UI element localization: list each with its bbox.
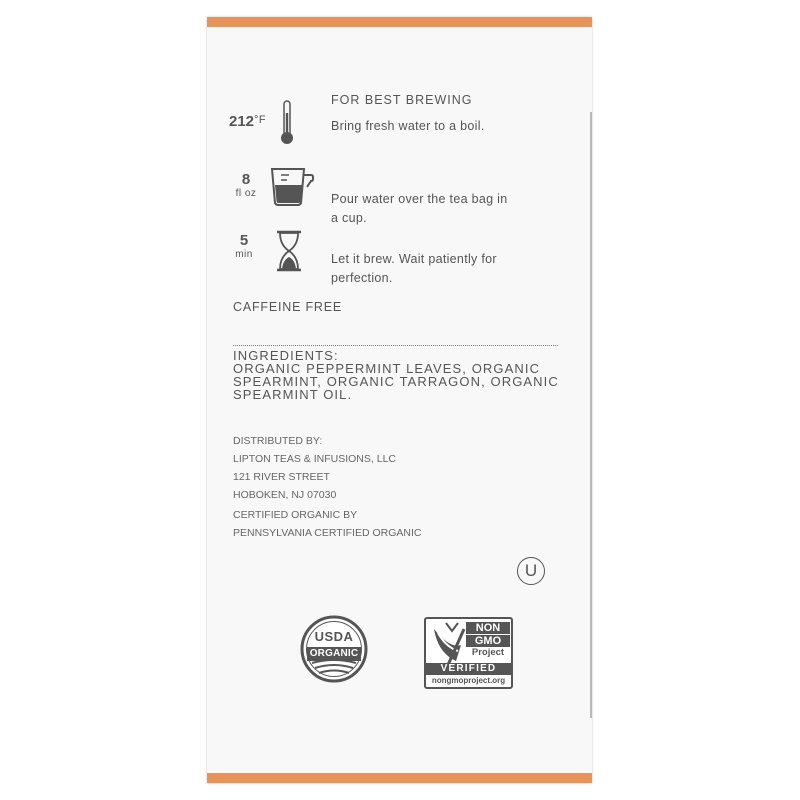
certification-block [233, 506, 421, 542]
temperature-value [229, 113, 266, 131]
volume-unit: fl oz [235, 188, 257, 199]
hourglass-icon [274, 230, 304, 272]
step-2-text [331, 190, 507, 228]
panel-edge [590, 112, 592, 718]
ingredients-block [233, 349, 559, 401]
caffeine-free-label: CAFFEINE FREE [233, 300, 343, 314]
dotted-divider [233, 345, 558, 346]
nongmo-non-text: NON [466, 622, 510, 634]
certification-line-1: CERTIFIED ORGANIC BY [233, 509, 358, 521]
bottom-accent-stripe [207, 773, 592, 783]
step-3-text [331, 250, 497, 288]
temperature-number: 212 [229, 113, 255, 130]
time-value [227, 232, 261, 260]
usda-organic-text: ORGANIC [309, 648, 359, 659]
time-number: 5 [239, 232, 249, 249]
certification-line-2: PENNSYLVANIA CERTIFIED ORGANIC [233, 527, 422, 539]
distributor-block [233, 432, 396, 504]
ingredients-line-1: ORGANIC PEPPERMINT LEAVES, ORGANIC [233, 361, 541, 376]
ingredients-label: INGREDIENTS: [233, 348, 339, 363]
nongmo-url-text: nongmoproject.org [431, 676, 506, 685]
top-accent-stripe [207, 17, 592, 27]
kosher-u-icon: U [517, 557, 545, 585]
nongmo-verified-text: VERIFIED [426, 663, 511, 675]
distributor-label: DISTRIBUTED BY: [233, 435, 323, 447]
usda-text: USDA [314, 629, 354, 644]
distributor-city: HOBOKEN, NJ 07030 [233, 489, 337, 501]
nongmo-gmo-text: GMO [466, 635, 510, 647]
brewing-heading: FOR BEST BREWING [331, 93, 473, 107]
step-3-line-2: perfection. [331, 271, 393, 285]
ingredients-line-2: SPEARMINT, ORGANIC TARRAGON, ORGANIC [233, 374, 559, 389]
distributor-company: LIPTON TEAS & INFUSIONS, LLC [233, 453, 396, 465]
non-gmo-project-icon [424, 617, 513, 689]
step-2-line-2: a cup. [331, 211, 367, 225]
measuring-cup-icon [269, 165, 315, 207]
distributor-street: 121 RIVER STREET [233, 471, 330, 483]
nongmo-project-text: Project [471, 647, 505, 658]
volume-value [229, 171, 263, 199]
step-2-line-1: Pour water over the tea bag in [331, 192, 508, 206]
step-3-line-1: Let it brew. Wait patiently for [331, 252, 497, 266]
package-panel [207, 17, 592, 783]
temperature-unit: °F [254, 114, 267, 126]
time-unit: min [235, 249, 253, 260]
thermometer-icon [279, 99, 295, 147]
step-1-line-1: Bring fresh water to a boil. [331, 119, 485, 133]
volume-number: 8 [241, 171, 251, 188]
ingredients-line-3: SPEARMINT OIL. [233, 387, 353, 402]
step-1-text [331, 117, 485, 136]
